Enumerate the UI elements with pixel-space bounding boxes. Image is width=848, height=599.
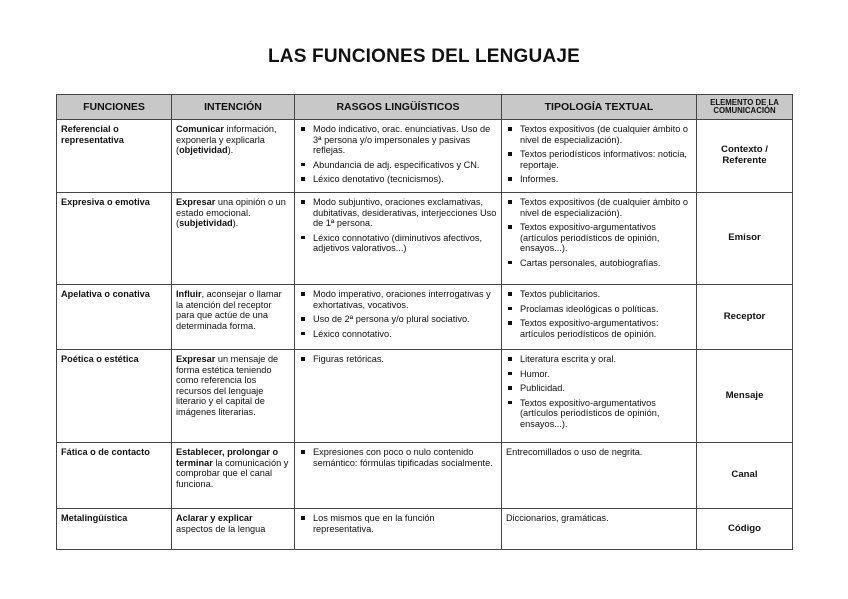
elemento-cell: Código <box>697 509 793 550</box>
elemento-cell: Mensaje <box>697 350 793 443</box>
list-item: Léxico connotativo. <box>299 329 497 340</box>
funcion-cell: Apelativa o conativa <box>57 285 172 350</box>
header-elemento: ELEMENTO DE LA COMUNICACIÓN <box>697 95 793 120</box>
funcion-cell: Poética o estética <box>57 350 172 443</box>
intencion-cell <box>172 509 295 550</box>
intencion-cell <box>172 193 295 285</box>
rasgos-cell <box>295 509 502 550</box>
intencion-text: aspectos de la lengua <box>176 523 266 534</box>
list-item: Textos publicitarios. <box>506 289 692 300</box>
intencion-keyword: subjetividad <box>179 218 233 229</box>
intencion-text: la comunicación y comprobar que el canal funciona. <box>176 457 289 489</box>
list-item: Expresiones con poco o nulo contenido semántico: fórmulas tipificadas socialmente. <box>299 447 497 468</box>
intencion-verb: Expresar <box>176 354 216 364</box>
table-row <box>57 443 793 509</box>
list-item: Los mismos que en la función representativa. <box>299 513 497 534</box>
tipologia-cell: Diccionarios, gramáticas. <box>502 509 697 550</box>
intencion-verb: Influir <box>176 289 202 299</box>
list-item: Modo subjuntivo, oraciones exclamativas, dubitativas, desiderativas, interjecciones Uso de 1ª persona. <box>299 197 497 229</box>
list-item: Textos expositivo-argumentativos (artículos periodísticos de opinión, ensayos...). <box>506 222 692 254</box>
page-title: LAS FUNCIONES DEL LENGUAJE <box>267 46 581 67</box>
list-item: Textos expositivo-argumentativos: artículos periodísticos de opinión. <box>506 318 692 339</box>
rasgos-cell <box>295 350 502 443</box>
intencion-end: ). <box>227 145 234 156</box>
functions-table <box>56 94 793 550</box>
funcion-cell: Referencial o representativa <box>57 120 172 193</box>
intencion-cell <box>172 443 295 509</box>
list-item: Abundancia de adj. especificativos y CN. <box>299 160 497 171</box>
intencion-text: , aconsejar o llamar la atención del receptor para que actúe de una determinada forma. <box>176 289 282 331</box>
intencion-keyword: objetividad <box>179 145 228 156</box>
tipologia-cell <box>502 285 697 350</box>
header-intencion: INTENCIÓN <box>172 95 295 120</box>
funcion-cell: Metalingüística <box>57 509 172 550</box>
list-item: Léxico denotativo (tecnicismos). <box>299 174 497 185</box>
list-item: Léxico connotativo (diminutivos afectivos, adjetivos valorativos...) <box>299 233 497 254</box>
funcion-cell: Fática o de contacto <box>57 443 172 509</box>
intencion-verb: Aclarar y explicar <box>176 513 253 523</box>
list-item: Textos expositivo-argumentativos (artículos periodísticos de opinión, ensayos...). <box>506 398 692 430</box>
intencion-text: información, exponerla y explicarla ( <box>176 124 277 156</box>
tipologia-cell <box>502 120 697 193</box>
tipologia-cell <box>502 350 697 443</box>
elemento-cell: Receptor <box>697 285 793 350</box>
intencion-text: un mensaje de forma estética teniendo como referencia los recursos del lenguaje literario y el capital de imágenes literarias. <box>176 354 279 417</box>
list-item: Informes. <box>506 174 692 185</box>
elemento-cell: Canal <box>697 443 793 509</box>
list-item: Figuras retóricas. <box>299 354 497 365</box>
intencion-verb: Establecer, prolongar o terminar <box>176 447 279 468</box>
funcion-cell: Expresiva o emotiva <box>57 193 172 285</box>
header-funciones: FUNCIONES <box>57 95 172 120</box>
list-item: Publicidad. <box>506 383 692 394</box>
list-item: Modo imperativo, oraciones interrogativas y exhortativas, vocativos. <box>299 289 497 310</box>
table-header-row <box>57 95 793 120</box>
list-item: Textos expositivos (de cualquier ámbito o nivel de especialización). <box>506 124 692 145</box>
rasgos-cell <box>295 443 502 509</box>
list-item: Humor. <box>506 369 692 380</box>
intencion-end: ). <box>232 218 239 229</box>
intencion-text: una opinión o un estado emocional. ( <box>176 197 286 229</box>
list-item: Uso de 2ª persona y/o plural sociativo. <box>299 314 497 325</box>
table-row <box>57 285 793 350</box>
list-item: Textos periodísticos informativos: noticia, reportaje. <box>506 149 692 170</box>
list-item: Modo indicativo, orac. enunciativas. Uso de 3ª persona y/o impersonales y pasivas reflejas. <box>299 124 497 156</box>
intencion-cell <box>172 120 295 193</box>
tipologia-cell: Entrecomillados o uso de negrita. <box>502 443 697 509</box>
tipologia-cell <box>502 193 697 285</box>
list-item: Literatura escrita y oral. <box>506 354 692 365</box>
intencion-cell <box>172 350 295 443</box>
header-rasgos: RASGOS LINGÜÍSTICOS <box>295 95 502 120</box>
table-row <box>57 120 793 193</box>
elemento-cell: Emisor <box>697 193 793 285</box>
rasgos-cell <box>295 120 502 193</box>
table-row <box>57 193 793 285</box>
intencion-verb: Expresar <box>176 197 216 207</box>
intencion-verb: Comunicar <box>176 124 224 134</box>
rasgos-cell <box>295 193 502 285</box>
list-item: Textos expositivos (de cualquier ámbito o nivel de especialización). <box>506 197 692 218</box>
list-item: Cartas personales, autobiografías. <box>506 258 692 269</box>
elemento-cell: Contexto / Referente <box>697 120 793 193</box>
rasgos-cell <box>295 285 502 350</box>
header-tipologia: TIPOLOGÍA TEXTUAL <box>502 95 697 120</box>
table-row <box>57 350 793 443</box>
table-row <box>57 509 793 550</box>
intencion-cell <box>172 285 295 350</box>
list-item: Proclamas ideológicas o políticas. <box>506 304 692 315</box>
